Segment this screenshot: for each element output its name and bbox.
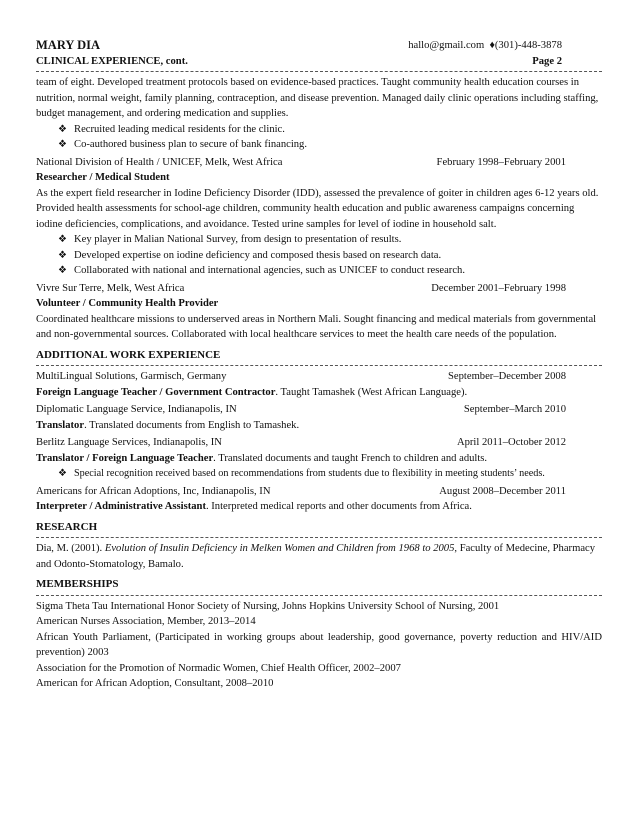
- intro-bullets: [36, 122, 602, 153]
- job-description: . Translated documents and taught French to children and adults.: [213, 452, 488, 464]
- job-dates: September–December 2008: [448, 371, 566, 382]
- job-title: Volunteer / Community Health Provider: [36, 298, 219, 309]
- job-org: Diplomatic Language Service, Indianapolis, IN: [36, 404, 237, 415]
- job-org: Vivre Sur Terre, Melk, West Africa: [36, 282, 185, 294]
- job-header: [36, 402, 602, 418]
- job-line: [36, 499, 602, 515]
- job-line: [36, 385, 602, 401]
- membership-item: African Youth Parliament, (Participated in working groups about leadership, good governance, poverty reduction and HIV/AID prevention) 2003: [36, 631, 602, 658]
- job-title: Translator / Foreign Language Teacher: [36, 452, 214, 464]
- diamond-bullet-icon: ❖: [58, 123, 67, 135]
- contact-info: [408, 38, 602, 54]
- job-description: Coordinated healthcare missions to underserved areas in Northern Mali. Sought financing and medical materials from governmental and non-governmental sources. Collaborated with local healthcare services to meet the health care needs of the population.: [36, 313, 597, 340]
- job-dates: February 1998–February 2001: [436, 156, 566, 168]
- job-header: [36, 155, 602, 171]
- list-item: ❖ Special recognition received based on recommendations from students due to flexibility in meeting students’ needs.: [58, 466, 602, 482]
- membership-item: American for African Adoption, Consultant, 2008–2010: [36, 678, 274, 689]
- divider: [36, 71, 602, 72]
- section-title: CLINICAL EXPERIENCE, cont.: [36, 55, 188, 67]
- job-header: [36, 369, 602, 385]
- job-title: Researcher / Medical Student: [36, 172, 170, 183]
- job-line: [36, 418, 602, 434]
- section-heading-memberships: MEMBERSHIPS: [36, 578, 119, 590]
- membership-item: American Nurses Association, Member, 2013–2014: [36, 616, 256, 627]
- header-line: [36, 38, 602, 54]
- membership-item: Association for the Promotion of Normadic Women, Chief Health Officer, 2002–2007: [36, 662, 401, 674]
- diamond-bullet-icon: ❖: [58, 468, 67, 479]
- job-dates: August 2008–December 2011: [439, 485, 566, 497]
- membership-item: Sigma Theta Tau International Honor Society of Nursing, Johns Hopkins University School of Nursing, 2001: [36, 600, 500, 612]
- page-number: Page 2: [532, 55, 562, 67]
- list-item: ❖ Co-authored business plan to secure of bank financing.: [58, 137, 602, 153]
- diamond-bullet-icon: ❖: [58, 139, 67, 150]
- job-description: . Translated documents from English to Tamashek.: [84, 419, 300, 431]
- job-description: . Interpreted medical reports and other documents from Africa.: [205, 501, 472, 512]
- candidate-name: MARY DIA: [36, 38, 101, 52]
- divider: [36, 365, 602, 366]
- list-item: ❖ Recruited leading medical residents for the clinic.: [58, 122, 602, 138]
- job-org: Americans for African Adoptions, Inc, Indianapolis, IN: [36, 485, 271, 497]
- job-org: National Division of Health / UNICEF, Melk, West Africa: [36, 156, 283, 168]
- section-header-line: [36, 54, 602, 70]
- resume-page: [36, 38, 602, 692]
- job-description: As the expert field researcher in Iodine Deficiency Disorder (IDD), assessed the prevalence of goiter in children ages 6-12 years old. Provided health assessments for school-age children, community health education and public awareness campaigns concerning iodine deficiencies, complications, and avoidance. Tested urine samples for level of iodine in household salt.: [36, 187, 599, 230]
- diamond-icon: ♦: [486, 40, 495, 51]
- job-org: MultiLingual Solutions, Garmisch, Germany: [36, 371, 227, 382]
- job-dates: September–March 2010: [463, 404, 566, 415]
- diamond-bullet-icon: ❖: [58, 234, 67, 245]
- list-item: ❖ Key player in Malian National Survey, from design to presentation of results.: [58, 232, 602, 248]
- phone: (301)-448-3878: [494, 40, 562, 51]
- section-heading-research: RESEARCH: [36, 520, 98, 533]
- research-title: Evolution of Insulin Deficiency in Melken Women and Children from 1968 to 2005: [104, 543, 455, 554]
- diamond-bullet-icon: ❖: [58, 249, 67, 261]
- list-item: ❖ Developed expertise on iodine deficiency and composed thesis based on research data.: [58, 248, 602, 264]
- research-citation: Dia, M. (2001). Evolution of Insulin Deficiency in Melken Women and Children from 1968 to 2005, Faculty of Medecine, Pharmacy and Odonto-Stomatology, Bamalo.: [36, 543, 596, 570]
- job-header: [36, 281, 602, 297]
- divider: [36, 595, 602, 596]
- diamond-bullet-icon: ❖: [58, 265, 67, 276]
- job-bullets: [36, 466, 602, 482]
- job-bullets: [36, 232, 602, 279]
- job-org: Berlitz Language Services, Indianapolis, IN: [36, 437, 222, 448]
- list-item: ❖ Collaborated with national and international agencies, such as UNICEF to conduct research.: [58, 263, 602, 279]
- job-line: [36, 451, 602, 467]
- job-description: . Taught Tamashek (West African Language).: [275, 386, 468, 398]
- email[interactable]: hallo@gmail.com: [408, 40, 485, 51]
- clinical-intro: team of eight. Developed treatment protocols based on evidence-based practices. Taught community health education courses in nutrition, normal weight, family planning, contraception, and disease prevention. Managed daily clinic operations including staffing, budget management, and ordering medication and supplies.: [36, 77, 599, 119]
- job-header: [36, 484, 602, 500]
- job-title: Foreign Language Teacher / Government Contractor: [36, 386, 276, 398]
- divider: [36, 537, 602, 538]
- job-dates: December 2001–February 1998: [431, 282, 566, 294]
- job-title: Translator: [36, 419, 85, 431]
- job-header: [36, 435, 602, 451]
- section-heading-additional: ADDITIONAL WORK EXPERIENCE: [36, 348, 221, 361]
- job-title: Interpreter / Administrative Assistant: [36, 501, 206, 512]
- job-dates: April 2011–October 2012: [456, 437, 566, 448]
